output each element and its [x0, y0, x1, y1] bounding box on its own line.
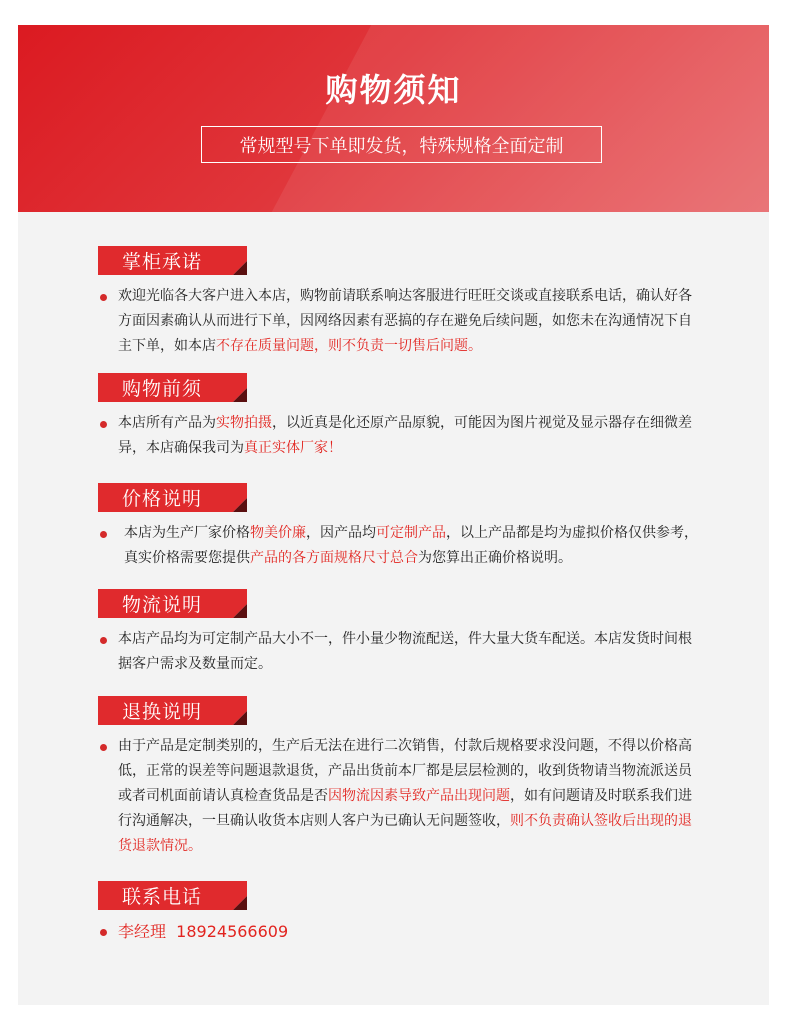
text-part: ，如有问题请及时联系我们进行沟通解决，一旦确认收货本店则人客户为已确认无问题签收， [118, 788, 692, 829]
page-title: 购物须知 [325, 71, 462, 109]
section-price-text [98, 521, 698, 571]
text-part: 本店为生产厂家价格 [124, 525, 250, 541]
notice-panel [18, 25, 769, 1005]
section-logistics-text [98, 627, 698, 677]
section-shopkeeper-promise [98, 246, 698, 359]
text-part: ，以上产品都是均为虚拟价格仅供参考，真实价格需要您提供 [124, 525, 698, 566]
section-tag-before-shopping: 购物前须 [98, 373, 247, 402]
bullet-dot-icon [100, 637, 107, 644]
text-part: 本店所有产品为 [118, 415, 216, 431]
section-tag-returns: 退换说明 [98, 696, 247, 725]
contact-phone [98, 919, 698, 944]
text-part: 欢迎光临各大客户进入本店，购物前请联系响达客服进行旺旺交谈或直接联系电话，确认好各方面因素确认从而进行下单，因网络因素有恶搞的存在避免后续问题，如您未在沟通情况下自主下单，如本店 [118, 288, 692, 354]
text-part: ，以近真是化还原产品原貌，可能因为图片视觉及显示器存在细微差异，本店确保我司为 [118, 415, 692, 456]
highlight-text: 产品的各方面规格尺寸总合 [250, 550, 418, 566]
section-tag-promise: 掌柜承诺 [98, 246, 247, 275]
text-part: 为您算出正确价格说明。 [418, 550, 572, 566]
section-returns [98, 696, 698, 859]
section-price [98, 483, 698, 571]
text-part: 本店产品均为可定制产品大小不一，件小量少物流配送，件大量大货车配送。本店发货时间根据客户需求及数量而定。 [118, 631, 692, 672]
section-before-shopping [98, 373, 698, 461]
section-logistics [98, 589, 698, 677]
header-banner [18, 25, 769, 212]
section-contact [98, 881, 698, 944]
section-before-shopping-text [98, 411, 698, 461]
text-part: ，因产品均 [306, 525, 376, 541]
bullet-dot-icon [100, 294, 107, 301]
section-tag-logistics: 物流说明 [98, 589, 247, 618]
text-part: 由于产品是定制类别的，生产后无法在进行二次销售，付款后规格要求没问题，不得以价格高低，正常的误差等问题退款退货，产品出货前本厂都是层层检测的，收到货物请当物流派送员或者司机面前请认真检查货品是否 [118, 738, 692, 804]
page-subtitle-box: 常规型号下单即发货，特殊规格全面定制 [201, 126, 602, 163]
bullet-dot-icon [100, 929, 107, 936]
highlight-text: 不存在质量问题，则不负责一切售后问题。 [216, 338, 482, 354]
highlight-text: 因物流因素导致产品出现问题 [328, 788, 510, 804]
highlight-text: 真正实体厂家！ [244, 440, 342, 456]
bullet-dot-icon [100, 421, 107, 428]
contact-text: 李经理 18924566609 [118, 922, 289, 941]
bullet-dot-icon [100, 531, 107, 538]
highlight-text: 则不负责确认签收后出现的退货退款情况。 [118, 813, 692, 854]
highlight-text: 可定制产品 [376, 525, 446, 541]
section-tag-price: 价格说明 [98, 483, 247, 512]
highlight-text: 实物拍摄 [216, 415, 272, 431]
section-returns-text [98, 734, 698, 859]
section-promise-text [98, 284, 698, 359]
bullet-dot-icon [100, 744, 107, 751]
highlight-text: 物美价廉 [250, 525, 306, 541]
section-tag-contact: 联系电话 [98, 881, 247, 910]
